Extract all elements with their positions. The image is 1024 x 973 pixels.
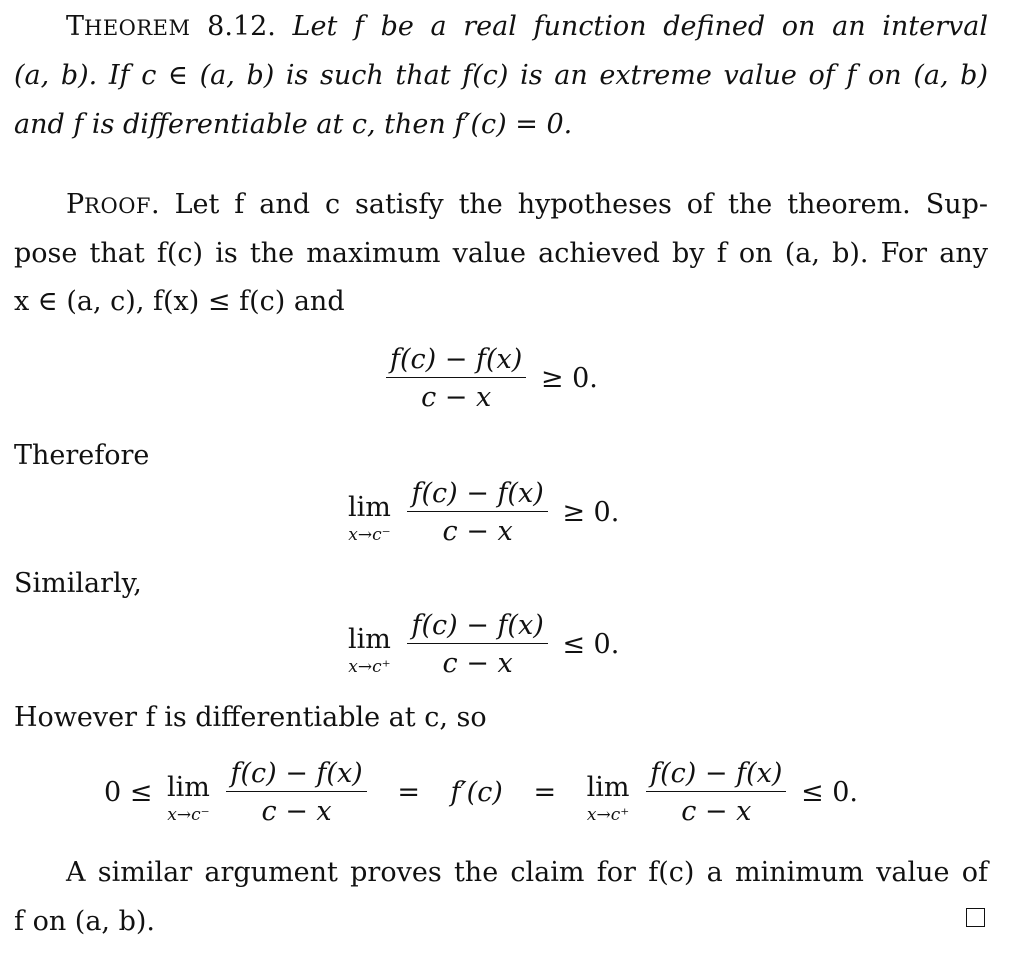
fraction-left [226, 760, 366, 825]
fraction-denominator: c − x [261, 796, 332, 827]
theorem-label: THEOREM 8.12. [66, 11, 276, 42]
lim-subscript: x→c⁻ [167, 804, 210, 825]
theorem-line-2: (a, b). If c ∈ (a, b) is such that f(c) is an extreme value of f on (a, b) [14, 60, 988, 91]
relation: ≥ 0. [540, 363, 598, 394]
tail-relation: ≤ 0. [800, 777, 858, 808]
closing-line-2: f on (a, b). [14, 906, 155, 937]
equation-4 [104, 760, 864, 825]
limit-operator [348, 491, 391, 545]
lim-subscript: x→c⁺ [586, 804, 630, 825]
fraction-denominator: c − x [442, 648, 513, 679]
lim-word: lim [586, 771, 630, 803]
fraction-denominator: c − x [421, 382, 492, 413]
lim-subscript: x→c⁻ [348, 524, 391, 545]
equation-1 [386, 346, 604, 411]
fraction-numerator: f(c) − f(x) [226, 760, 366, 792]
equals-sign: = [397, 777, 420, 808]
fraction-numerator: f(c) − f(x) [646, 760, 786, 792]
limit-operator [348, 623, 391, 677]
lead-relation: 0 ≤ [104, 777, 153, 808]
fraction-right [646, 760, 786, 825]
fraction-numerator: f(c) − f(x) [386, 346, 526, 378]
similarly-text: Similarly, [14, 568, 142, 599]
limit-operator-left [166, 771, 210, 825]
equation-2 [348, 480, 625, 545]
relation: ≤ 0. [562, 629, 620, 660]
proof-text-1: Let f and c satisfy the hypotheses of the theorem. Sup- [174, 189, 988, 220]
proof-line-1 [14, 187, 988, 224]
theorem-line-3: and f is differentiable at c, then f′(c) = 0. [14, 109, 573, 140]
fraction-denominator: c − x [681, 796, 752, 827]
fraction-numerator: f(c) − f(x) [407, 612, 547, 644]
qed-box-icon [966, 908, 985, 927]
lim-subscript: x→c⁺ [348, 656, 391, 677]
theorem-line-1 [14, 9, 988, 46]
derivative-term: f′(c) [450, 777, 503, 808]
lim-word: lim [348, 491, 391, 523]
fraction [386, 346, 526, 411]
proof-line-3: x ∈ (a, c), f(x) ≤ f(c) and [14, 286, 345, 317]
fraction [407, 480, 547, 545]
theorem-text-1: Let f be a real function defined on an interval [292, 11, 988, 42]
fraction-denominator: c − x [442, 516, 513, 547]
equation-3 [348, 612, 625, 677]
therefore-text: Therefore [14, 440, 150, 471]
fraction [407, 612, 547, 677]
however-text: However f is differentiable at c, so [14, 702, 487, 733]
lim-word: lim [166, 771, 210, 803]
fraction-numerator: f(c) − f(x) [407, 480, 547, 512]
proof-line-2: pose that f(c) is the maximum value achieved by f on (a, b). For any [14, 238, 988, 269]
limit-operator-right [586, 771, 630, 825]
lim-word: lim [348, 623, 391, 655]
relation: ≥ 0. [562, 497, 620, 528]
equals-sign: = [533, 777, 557, 808]
proof-label: PROOF. [66, 189, 160, 220]
closing-line-1: A similar argument proves the claim for f(c) a minimum value of [66, 857, 988, 888]
